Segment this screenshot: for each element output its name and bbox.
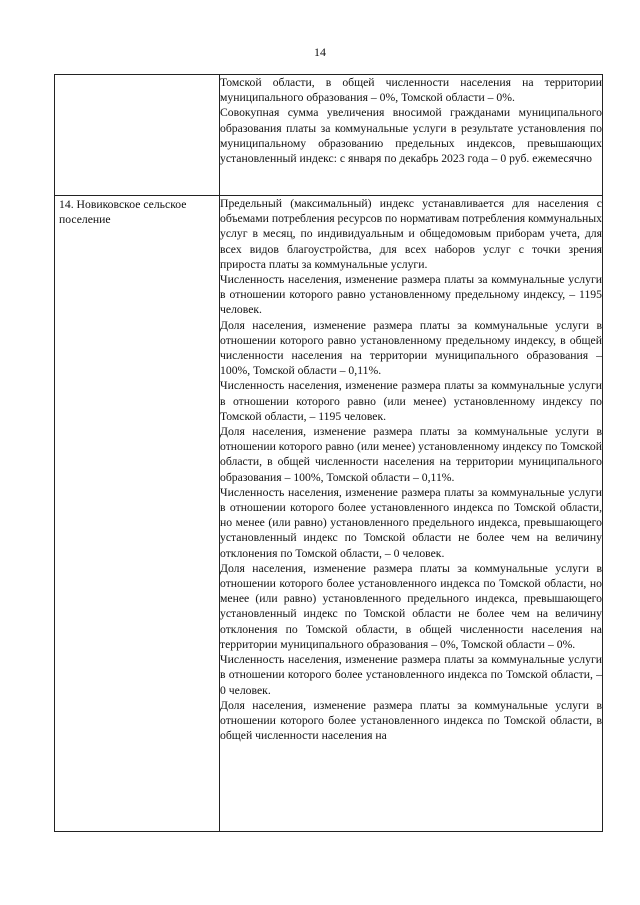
municipality-cell (55, 75, 220, 196)
table-row (55, 75, 603, 196)
description-paragraph: Предельный (максимальный) индекс устанавливается для населения с объемами потребления ресурсов по нормативам потребления коммунальных услуг в месяц, по индивидуальным и общедомовым приборам учета, для всех видов благоустройства, для всех наборов услуг с точки зрения прироста платы за коммунальные услуги. (220, 197, 602, 271)
description-cell (220, 75, 603, 196)
municipality-name (55, 75, 219, 76)
description-paragraph: Доля населения, изменение размера платы за коммунальные услуги в отношении которого более установленного индекса по Томской области, но менее (или равно) установленного предельного индекса, превышающего установленный индекс по Томской области не более чем на величину отклонения по Томской области, в общей численности населения на территории муниципального образования – 0%, Томской области – 0%. (220, 561, 602, 651)
municipality-cell (55, 196, 220, 832)
document-table (54, 74, 603, 832)
page-number: 14 (314, 45, 326, 59)
description-paragraph: Численность населения, изменение размера платы за коммунальные услуги в отношении которого равно (или менее) установленному индексу по Томской области, – 1195 человек. (220, 379, 602, 423)
description-cell (220, 196, 603, 832)
municipality-name: 14. Новиковское сельское поселение (59, 198, 187, 227)
description-paragraph: Томской области, в общей численности населения на территории муниципального образования – 0%, Томской области – 0%. (220, 76, 602, 105)
description-paragraph: Доля населения, изменение размера платы за коммунальные услуги в отношении которого равно установленному предельному индексу, в общей численности населения на территории муниципального образования – 100%, Томской области – 0,11%. (220, 318, 602, 378)
description-paragraph: Численность населения, изменение размера платы за коммунальные услуги в отношении которого равно установленному предельному индексу, – 1195 человек. (220, 273, 602, 317)
table-row (55, 196, 603, 832)
description-paragraph: Совокупная сумма увеличения вносимой гражданами муниципального образования платы за коммунальные услуги в результате установления по муниципальному образованию предельных индексов, превышающих установленный индекс: с января по декабрь 2023 года – 0 руб. ежемесячно (220, 106, 602, 166)
description-paragraph: Численность населения, изменение размера платы за коммунальные услуги в отношении которого более установленного индекса по Томской области, – 0 человек. (220, 653, 602, 697)
description-paragraph: Доля населения, изменение размера платы за коммунальные услуги в отношении которого более установленного индекса по Томской области, в общей численности населения на (220, 698, 602, 743)
description-paragraph: Численность населения, изменение размера платы за коммунальные услуги в отношении которого более установленного индекса по Томской области, но менее (или равно) установленного предельного индекса, превышающего установленный индекс по Томской области не более чем на величину отклонения по Томской области, – 0 человек. (220, 485, 602, 560)
description-paragraph: Доля населения, изменение размера платы за коммунальные услуги в отношении которого равно (или менее) установленному индексу по Томской области, в общей численности населения на территории муниципального образования – 100%, Томской области – 0,11%. (220, 425, 602, 484)
